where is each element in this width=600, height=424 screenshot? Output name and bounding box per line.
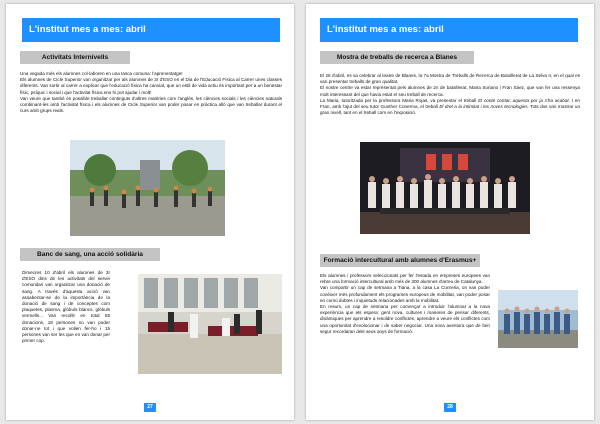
section-title-banc-sang: Banc de sang, una acció solidària bbox=[20, 248, 160, 261]
section-title-formacio-erasmus: Formació intercultural amb alumnes d'Erasmus+ bbox=[320, 254, 480, 267]
section-body-banc-sang: Dimecres 10 d'abril els alumnes de 3r d'ESO dins de les activitats del servei comunitari van organitzar una donació de sang. A través d'aquesta acció van assabentar-se de la importància de la donació de sang i de conceptes com plaquetes, plasma, glòbuls blancs, glòbuls vermells... Van recollir en total 55 donacions, 18 persones no van poder donar-ne tot i que volien fer-ho i 15 persones van ser les que en van donar per primer cop. bbox=[22, 270, 110, 344]
paragraph: El nostre centre va estar representat pels alumnes de 2n de batxillerat, Maria Soriano i Fran Sáez, que van fer una ressenya molt interessant del que havia estat el seu treball de recerca. bbox=[320, 85, 580, 97]
photo-activitats-outdoor bbox=[70, 140, 225, 236]
photo-mostra-group bbox=[360, 142, 530, 234]
text-run: La Maria, tutoritzada per la professora Maria Rojas, va presentar el treball bbox=[320, 97, 479, 103]
section-body-mostra-treballs bbox=[320, 73, 580, 116]
text-run: I en Fran, amb l'ajut del seu tutor Gunther Conerma, el treball bbox=[320, 97, 580, 110]
page-header: L'institut mes a mes: abril bbox=[320, 18, 578, 42]
paragraph bbox=[320, 98, 580, 117]
page-header: L'institut mes a mes: abril bbox=[22, 18, 280, 42]
section-title-mostra-treballs: Mostra de treballs de recerca a Blanes bbox=[320, 51, 474, 64]
paragraph: Els alumnes de Cicle Superior van organitzar per als alumnes de 3r d'ESO en el Dia de l'Educació Física al Carrer unes classes diferents. Van sortir al carrer a explicar que l'educació física ha canviat, que un estil de vida actiu és important per a un benestar físic, psíquic i social i que l'activitat física ens hi pot ajudar i molt! bbox=[20, 77, 282, 95]
section-body-activitats bbox=[20, 71, 282, 114]
paragraph: El 26 d'abril, es va celebrar al teatre de Blanes, la 7a Mostra de Treballs de Recerca de Batxillerat de La Selva II, en el qual es van presentar treballs de gran qualitat. bbox=[320, 73, 580, 85]
page-right bbox=[306, 4, 594, 420]
paragraph: En resum, un cap de setmana per començar a introduir l'alumnat a la nova experiència que els espera: gent nova, cultures i maneres de pensar diferents, dinàmiques per aprendre a resoldre conflictes, aprendre a veure els conflictes com una oportunitat d'evolucionar i de saber negociar. Una nova aventura que de ben segur recordaran dels seus anys de formació. bbox=[320, 304, 490, 334]
text-run: Tots dos van mostrar un gran nivell, tant en el treball com en l'exposició. bbox=[320, 104, 581, 116]
photo-banc-sang bbox=[138, 274, 282, 374]
page-number: 28 bbox=[444, 403, 456, 412]
work-title: El conte contat, aquesta por ja s'ha acabat. bbox=[478, 97, 570, 103]
page-left bbox=[6, 4, 294, 420]
page-number: 27 bbox=[144, 403, 156, 412]
section-body-formacio-erasmus bbox=[320, 273, 490, 335]
section-title-activitats: Activitats Internivells bbox=[20, 51, 130, 64]
paragraph: Van compartir un cap de setmana a Tiana, a la casa La Conreria, on van poder conèixer més profundament els programes europeus de mobilitat, van poder posar en comú dubtes i inquietuds relacionades amb la mobilitat. bbox=[320, 285, 490, 303]
paragraph: Van veure que també és possible treballar continguts d'altres matèries com l'anglès, les ciències socials i les ciències naturals combinant-les amb l'activitat física i els alumnes de Cicle Superior van poder posar en pràctica allò que van treballar durant el curs amb grups reals. bbox=[20, 95, 282, 114]
paragraph: Una vegada més els alumnes col·laboren en una tasca comuna: l'aprenentatge! bbox=[20, 71, 183, 76]
work-title: El dret a la intimitat i les noves tecnologies. bbox=[439, 104, 529, 110]
photo-erasmus-group bbox=[498, 290, 578, 348]
paragraph: Els alumnes i professors seleccionats per fer l'estada en empreses europees van rebre una formació intercultural amb més de 300 alumnes d'arreu de Catalunya. bbox=[320, 273, 490, 285]
